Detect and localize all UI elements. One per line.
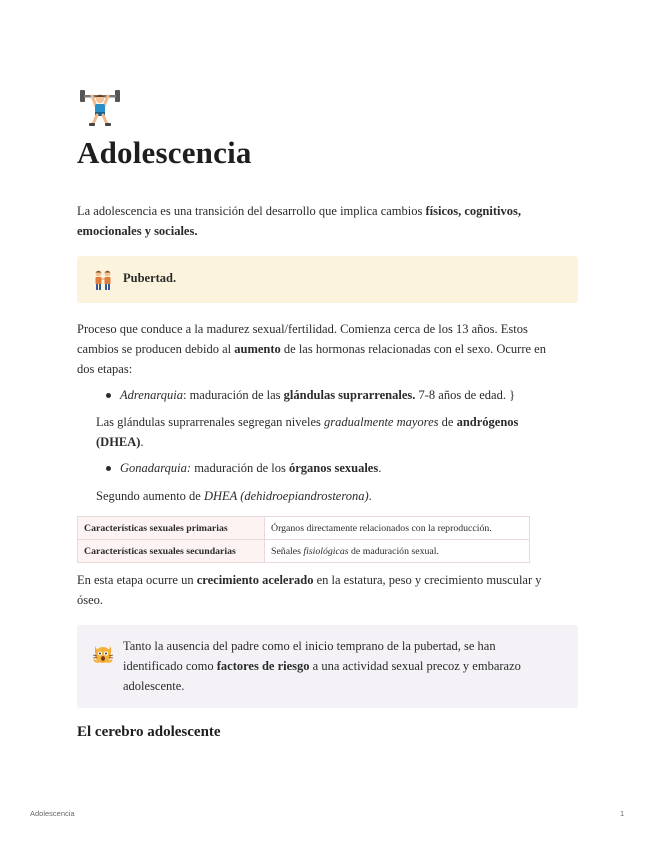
page-number: 1 <box>620 809 625 818</box>
gonadarquia-note: Segundo aumento de DHEA (dehidroepiandrosterona). <box>96 489 372 503</box>
risk-callout <box>77 625 578 708</box>
footer-title: Adolescencia <box>30 809 75 818</box>
list-item-adrenarquia: Adrenarquia: maduración de las glándulas suprarrenales. 7-8 años de edad. } <box>120 388 516 402</box>
table-row-header: Características sexuales primarias <box>78 517 265 540</box>
section-heading: El cerebro adolescente <box>77 724 221 740</box>
pubertad-callout <box>77 256 578 303</box>
characteristics-table <box>77 516 530 563</box>
weightlifter-icon <box>78 84 122 128</box>
pubertad-label: Pubertad. <box>123 271 177 285</box>
table-row <box>78 517 530 540</box>
scared-cat-icon <box>92 642 114 664</box>
list-item-gonadarquia: Gonadarquia: maduración de los órganos sexuales. <box>120 461 382 475</box>
bullet-dot <box>106 393 111 398</box>
two-kids-icon <box>92 269 114 291</box>
bullet-dot <box>106 466 111 471</box>
intro-paragraph: La adolescencia es una transición del desarrollo que implica cambios físicos, cognitivos, emocionales y sociales. <box>77 204 521 238</box>
growth-paragraph: En esta etapa ocurre un crecimiento acelerado en la estatura, peso y crecimiento muscular y óseo. <box>77 573 542 607</box>
table-row <box>78 540 530 563</box>
table-cell: Órganos directamente relacionados con la reproducción. <box>265 517 530 540</box>
process-paragraph: Proceso que conduce a la madurez sexual/fertilidad. Comienza cerca de los 13 años. Estos cambios se producen debido al aumento de las hormonas relacionadas con el sexo. Ocurre en dos etapas: <box>77 322 546 376</box>
risk-text: Tanto la ausencia del padre como el inicio temprano de la pubertad, se han identificado como factores de riesgo a una actividad sexual precoz y embarazo adolescente. <box>123 639 521 693</box>
page-title: Adolescencia <box>77 135 252 170</box>
table-cell: Señales fisiológicas de maduración sexual. <box>265 540 530 563</box>
adrenarquia-note: Las glándulas suprarrenales segregan niveles gradualmente mayores de andrógenos (DHEA). <box>96 415 519 449</box>
table-row-header: Características sexuales secundarias <box>78 540 265 563</box>
